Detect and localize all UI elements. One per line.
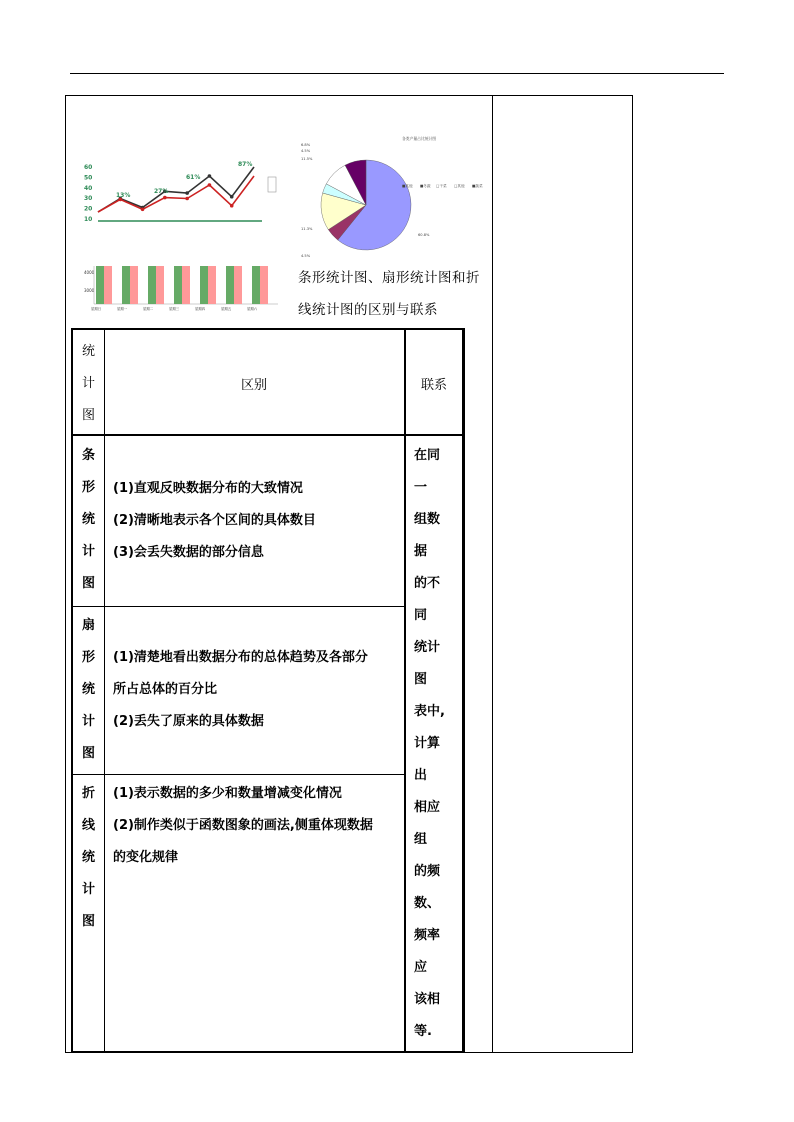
bar-chart-bar [104, 266, 112, 304]
col-divider-1 [104, 330, 105, 1051]
bar-chart-y-tick-1: 4000 [84, 270, 95, 275]
row-desc-line-chart [113, 778, 373, 874]
line-chart-legend-box [268, 177, 276, 192]
bar-chart-bar [156, 266, 164, 304]
bar-chart-bar [182, 266, 190, 304]
line-chart-point [230, 204, 234, 208]
frame-divider [492, 95, 493, 1053]
bar-chart-bar [148, 266, 156, 304]
row-name-char: 统 [81, 682, 95, 697]
relation-line: 的不 [414, 576, 441, 591]
relation-line: 组数 [414, 512, 441, 527]
relation-line: 应 [414, 960, 428, 975]
bar-chart-bar [208, 266, 216, 304]
bar-cat-1: 星期日 [91, 307, 102, 311]
relation-line: 组 [414, 832, 428, 847]
row-divider-1 [73, 606, 404, 607]
line-chart-point [208, 174, 212, 178]
bar-chart-bar [96, 266, 104, 304]
pie-legend-4: □其他 [454, 184, 465, 188]
header-divider [73, 434, 462, 436]
desc-line: 所占总体的百分比 [113, 682, 218, 697]
row-divider-2 [73, 774, 404, 775]
desc-line: (2)丢失了原来的具体数据 [113, 714, 264, 729]
bar-chart-bar [122, 266, 130, 304]
pie-legend-2: ■冬蔬 [420, 184, 431, 188]
line-chart-point [163, 196, 167, 200]
line-chart-point [141, 208, 145, 212]
relation-line: 图 [414, 672, 428, 687]
row-name-char: 形 [81, 650, 95, 665]
line-chart-label-4: 87% [238, 161, 253, 168]
line-chart-label-1: 13% [116, 192, 131, 199]
caption-line-2: 线统计图的区别与联系 [298, 302, 438, 318]
relation-line: 等. [414, 1024, 432, 1039]
row-name-char: 条 [81, 448, 95, 463]
bar-chart-bar [252, 266, 260, 304]
line-chart-point [208, 183, 212, 187]
relation-line: 据 [414, 544, 428, 559]
pie-slice-label-2: 11.5% [301, 157, 313, 161]
pie-slice-label-4: 11.3% [301, 227, 313, 231]
bar-cat-5: 星期四 [195, 307, 206, 311]
bar-chart-bar [174, 266, 182, 304]
row-name-char: 形 [81, 480, 95, 495]
pie-legend-1: ■其他 [402, 184, 413, 188]
desc-line: 的变化规律 [113, 850, 179, 865]
desc-line: (1)表示数据的多少和数量增减变化情况 [113, 786, 342, 801]
line-chart-y-tick: 60 [84, 164, 93, 171]
relation-line: 同 [414, 608, 428, 623]
header-difference: 区别 [241, 378, 268, 393]
relation-line: 的频 [414, 864, 441, 879]
row-name-pie-chart [73, 610, 104, 770]
line-chart-point [230, 195, 234, 199]
pie-chart-title: 各类产量占比统计图 [402, 136, 437, 141]
desc-line: (2)清晰地表示各个区间的具体数目 [113, 513, 316, 528]
header-chart-type-char: 计 [81, 376, 95, 391]
relation-text [414, 440, 445, 1048]
bar-cat-2: 星期一 [117, 307, 128, 311]
bar-cat-6: 星期五 [221, 307, 232, 311]
top-rule [70, 73, 724, 74]
line-chart-label-2: 27% [154, 188, 169, 195]
header-chart-type-char: 统 [81, 344, 95, 359]
bar-cat-7: 星期六 [247, 307, 258, 311]
desc-line: (2)制作类似于函数图象的画法,侧重体现数据 [113, 818, 373, 833]
line-chart-point [185, 197, 189, 201]
line-chart-point [185, 191, 189, 195]
col-divider-2 [404, 330, 406, 1051]
bar-chart-y-tick-2: 3000 [84, 288, 95, 293]
header-chart-type-char: 图 [81, 408, 95, 423]
relation-line: 一 [414, 480, 428, 495]
line-chart-y-tick: 30 [84, 195, 93, 203]
row-name-char: 图 [81, 576, 95, 591]
row-desc-pie-chart [113, 642, 368, 738]
pie-legend-5: ■蔬菜 [472, 184, 483, 188]
bar-chart-bar [130, 266, 138, 304]
comparison-table [71, 328, 465, 1053]
relation-line: 在同 [414, 448, 441, 463]
row-desc-bar-chart [113, 473, 316, 569]
bar-cat-3: 星期二 [143, 307, 154, 311]
row-name-char: 计 [81, 714, 95, 729]
desc-line: (1)清楚地看出数据分布的总体趋势及各部分 [113, 650, 368, 665]
desc-line: (1)直观反映数据分布的大致情况 [113, 481, 303, 496]
row-name-char: 扇 [81, 618, 95, 633]
pie-chart [296, 130, 492, 265]
pie-slice-label-5: 4.5% [301, 149, 311, 153]
bar-chart-bar [260, 266, 268, 304]
row-name-char: 线 [81, 818, 95, 833]
row-name-char: 统 [81, 512, 95, 527]
header-relation: 联系 [421, 378, 448, 393]
bar-chart [82, 262, 282, 320]
pie-legend-3: □干菜 [436, 184, 447, 188]
relation-line: 表中, [414, 704, 445, 719]
line-chart-y-tick: 40 [84, 184, 93, 192]
caption-line-1: 条形统计图、扇形统计图和折 [298, 270, 480, 286]
relation-line: 相应 [414, 800, 441, 815]
bar-chart-bar [234, 266, 242, 304]
line-chart [82, 155, 282, 233]
row-name-bar-chart [73, 440, 104, 600]
pie-slice-label-1: 60.8% [418, 233, 430, 237]
line-chart-label-3: 61% [186, 174, 201, 181]
bar-cat-4: 星期三 [169, 307, 180, 311]
line-chart-y-tick: 20 [84, 205, 93, 213]
row-name-char: 计 [81, 882, 95, 897]
line-chart-y-tick: 10 [84, 216, 93, 223]
relation-line: 统计 [414, 640, 441, 655]
pie-slice-label-3: 4.5% [301, 254, 311, 258]
relation-line: 出 [414, 768, 428, 783]
desc-line: (3)会丢失数据的部分信息 [113, 545, 264, 560]
bar-chart-bar [200, 266, 208, 304]
line-chart-y-tick: 50 [84, 174, 93, 182]
row-name-char: 计 [81, 544, 95, 559]
bar-chart-bar [226, 266, 234, 304]
row-name-char: 统 [81, 850, 95, 865]
relation-line: 该相 [414, 992, 441, 1007]
relation-line: 频率 [414, 928, 441, 943]
row-name-char: 图 [81, 746, 95, 761]
pie-slice-label-6: 6.8% [301, 143, 311, 147]
header-chart-type [73, 336, 104, 432]
row-name-line-chart [73, 778, 104, 938]
relation-line: 计算 [414, 736, 441, 751]
relation-line: 数、 [414, 896, 441, 911]
row-name-char: 图 [81, 914, 95, 929]
row-name-char: 折 [81, 786, 95, 801]
